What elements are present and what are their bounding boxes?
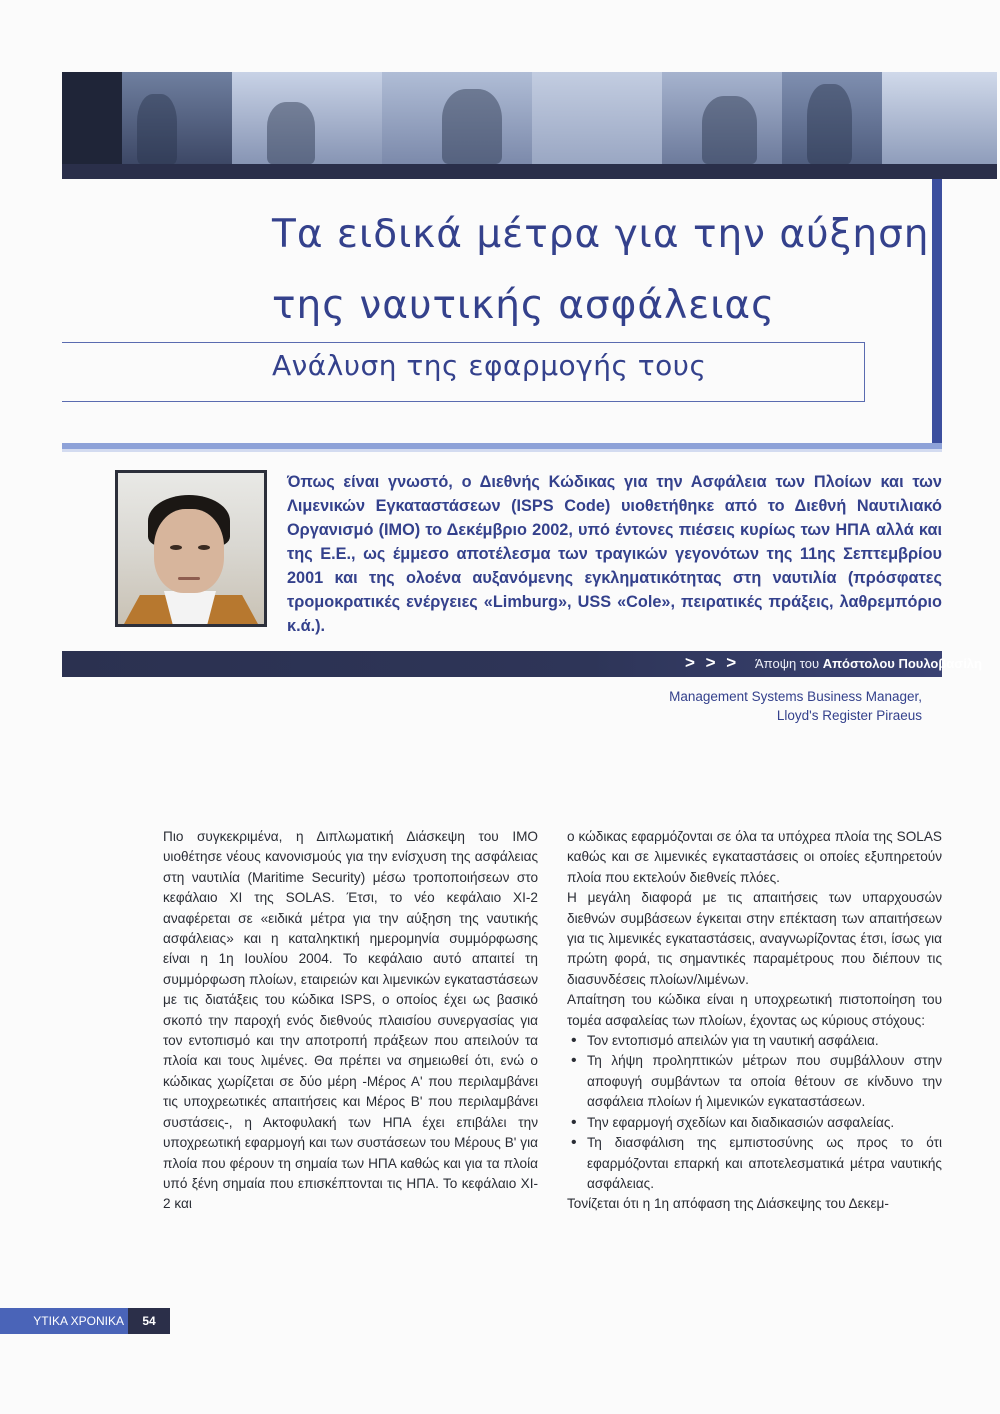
soldier-figure	[267, 102, 315, 164]
banner-photo-segment	[532, 72, 664, 164]
portrait-eye	[170, 545, 182, 550]
author-company: Lloyd's Register Piraeus	[776, 708, 922, 723]
banner-photo-segment	[882, 72, 997, 164]
list-item: • Τη λήψη προληπτικών μέτρων που συμβάλλουν στην αποφυγή συμβάντων τα οποία θέτουν σε κίνδυνο την ασφάλεια πλοίων ή λιμενικών εγκαταστάσεων.	[567, 1051, 942, 1112]
body-paragraph: Η μεγάλη διαφορά με τις απαιτήσεις των υπαρχουσών διεθνών συμβάσεων έγκειται στην επέκταση των απαιτήσεων για τις λιμενικές εγκαταστάσεις, αναγνωρίζοντας έτσι, ίσως για πρώτη φορά, τις σημαντικές παραμέτρους που διέπουν τις διασυνδέσεις πλοίων/λιμένων.	[567, 890, 942, 987]
page-number: 54	[128, 1308, 170, 1334]
author-byline	[755, 656, 982, 671]
list-item: • Τη διασφάλιση της εμπιστοσύνης ως προς το ότι εφαρμόζονται επαρκή και αποτελεσματικά μέτρα ναυτικής ασφάλειας.	[567, 1133, 942, 1194]
banner-underline-bar	[62, 164, 997, 179]
soldier-figure	[442, 89, 502, 164]
intro-paragraph: Όπως είναι γνωστό, ο Διεθνής Κώδικας για την Ασφάλεια των Πλοίων και των Λιμενικών Εγκαταστάσεων (ISPS Code) υιοθετήθηκε από το Διεθνή Ναυτιλιακό Οργανισμό (ΙΜΟ) το Δεκέμβριο 2002, υπό έντονες πιέσεις κυρίως των ΗΠΑ αλλά και της Ε.Ε., ως έμμεσο αποτέλεσμα των τραγικών γεγονότων της 11ης Σεπτεμβρίου 2001 και της ολοένα αυξανόμενης εγκληματικότητας στη ναυτιλία (πρόσφατες τρομοκρατικές ενέργειες «Limburg», USS «Cole», πειρατικές πράξεις, λαθρεμπόριο κ.ά.).	[287, 473, 942, 635]
banner-photo-segment	[62, 72, 124, 164]
author-role: Management Systems Business Manager,	[669, 689, 922, 704]
body-paragraph: Πιο συγκεκριμένα, η Διπλωματική Διάσκεψη του ΙΜΟ υιοθέτησε νέους κανονισμούς για την ενίσχυση της ασφάλειας στη ναυτιλία (Maritime Security) μέσω τροποποιήσεων στο κεφάλαιο XI της SOLAS. Έτσι, το νέο κεφάλαιο XI-2 αναφέρεται σε «ειδικά μέτρα για την αύξηση της ναυτικής ασφάλειας» και η καταληκτική ημερομηνία συμμόρφωσης είναι η 1η Ιουλίου 2004. Το κεφάλαιο αυτό απαιτεί τη συμμόρφωση πλοίων, εταιρειών και λιμενικών εγκαταστάσεων με τις διατάξεις του κώδικα ISPS, ο οποίος έχει ως βασικό σκοπό την παροχή ενός διεθνούς πλαισίου συνεργασίας για τον εντοπισμό και την αποτροπή πράξεων που απειλούν τα πλοία και τους λιμένες. Θα πρέπει να σημειωθεί ότι, ενώ ο κώδικας χωρίζεται σε δύο μέρη -Μέρος Α' που περιλαμβάνει τις υποχρεωτικές απαιτήσεις και Μέρος Β' που περιλαμβάνει συστάσεις-, η Ακτοφυλακή των ΗΠΑ έχει επιβάλει την υποχρεωτική εφαρμογή και των συστάσεων του Μέρους Β' για πλοία που φέρουν τη σημαία των ΗΠΑ καθώς και για τα πλοία υπό ξένη σημαία που επισκέπτονται τις ΗΠΑ. Το κεφάλαιο XI-2 και	[163, 829, 538, 1212]
footer-magazine-name: ΥΤΙΚΑ ΧΡΟΝΙΚΑ	[0, 1308, 128, 1334]
body-column-left	[163, 827, 538, 1215]
byline-prefix: Άποψη του	[755, 656, 820, 671]
soldier-figure	[807, 84, 852, 164]
portrait-shirt	[164, 591, 216, 624]
article-subtitle: Ανάλυση της εφαρμογής τους	[272, 349, 707, 382]
author-affiliation	[669, 687, 922, 725]
objectives-list	[567, 1031, 942, 1194]
triple-arrow-icon: > > >	[685, 653, 740, 672]
portrait-mouth	[178, 577, 200, 580]
list-item: • Την εφαρμογή σχεδίων και διαδικασιών ασφαλείας.	[567, 1113, 942, 1133]
body-column-right	[567, 827, 942, 1215]
soldier-figure	[702, 96, 757, 164]
title-frame-right	[932, 179, 942, 449]
author-portrait	[118, 473, 264, 624]
portrait-face	[154, 509, 224, 593]
body-paragraph: Απαίτηση του κώδικα είναι η υποχρεωτική πιστοποίηση του τομέα ασφαλείας των πλοίων, έχοντας ως κύριους στόχους:	[567, 992, 942, 1028]
author-bar	[62, 651, 982, 677]
soldier-figure	[137, 94, 177, 164]
portrait-eye	[198, 545, 210, 550]
author-name: Απόστολου Πουλοβασίλη	[822, 656, 982, 671]
article-title-line-2: της ναυτικής ασφάλειας	[272, 283, 776, 328]
author-photo	[115, 470, 267, 627]
list-item: • Τον εντοπισμό απειλών για τη ναυτική ασφάλεια.	[567, 1031, 942, 1051]
body-paragraph: Τονίζεται ότι η 1η απόφαση της Διάσκεψης του Δεκεμ-	[567, 1196, 889, 1212]
title-frame-shadow	[62, 449, 942, 452]
body-paragraph: ο κώδικας εφαρμόζονται σε όλα τα υπόχρεα πλοία της SOLAS καθώς και σε λιμενικές εγκαταστάσεις οι οποίες εξυπηρετούν πλοία που εκτελούν διεθνείς πλόες.	[567, 829, 942, 885]
header-photo-banner	[62, 72, 997, 164]
article-title-line-1: Τα ειδικά μέτρα για την αύξηση	[272, 212, 930, 257]
